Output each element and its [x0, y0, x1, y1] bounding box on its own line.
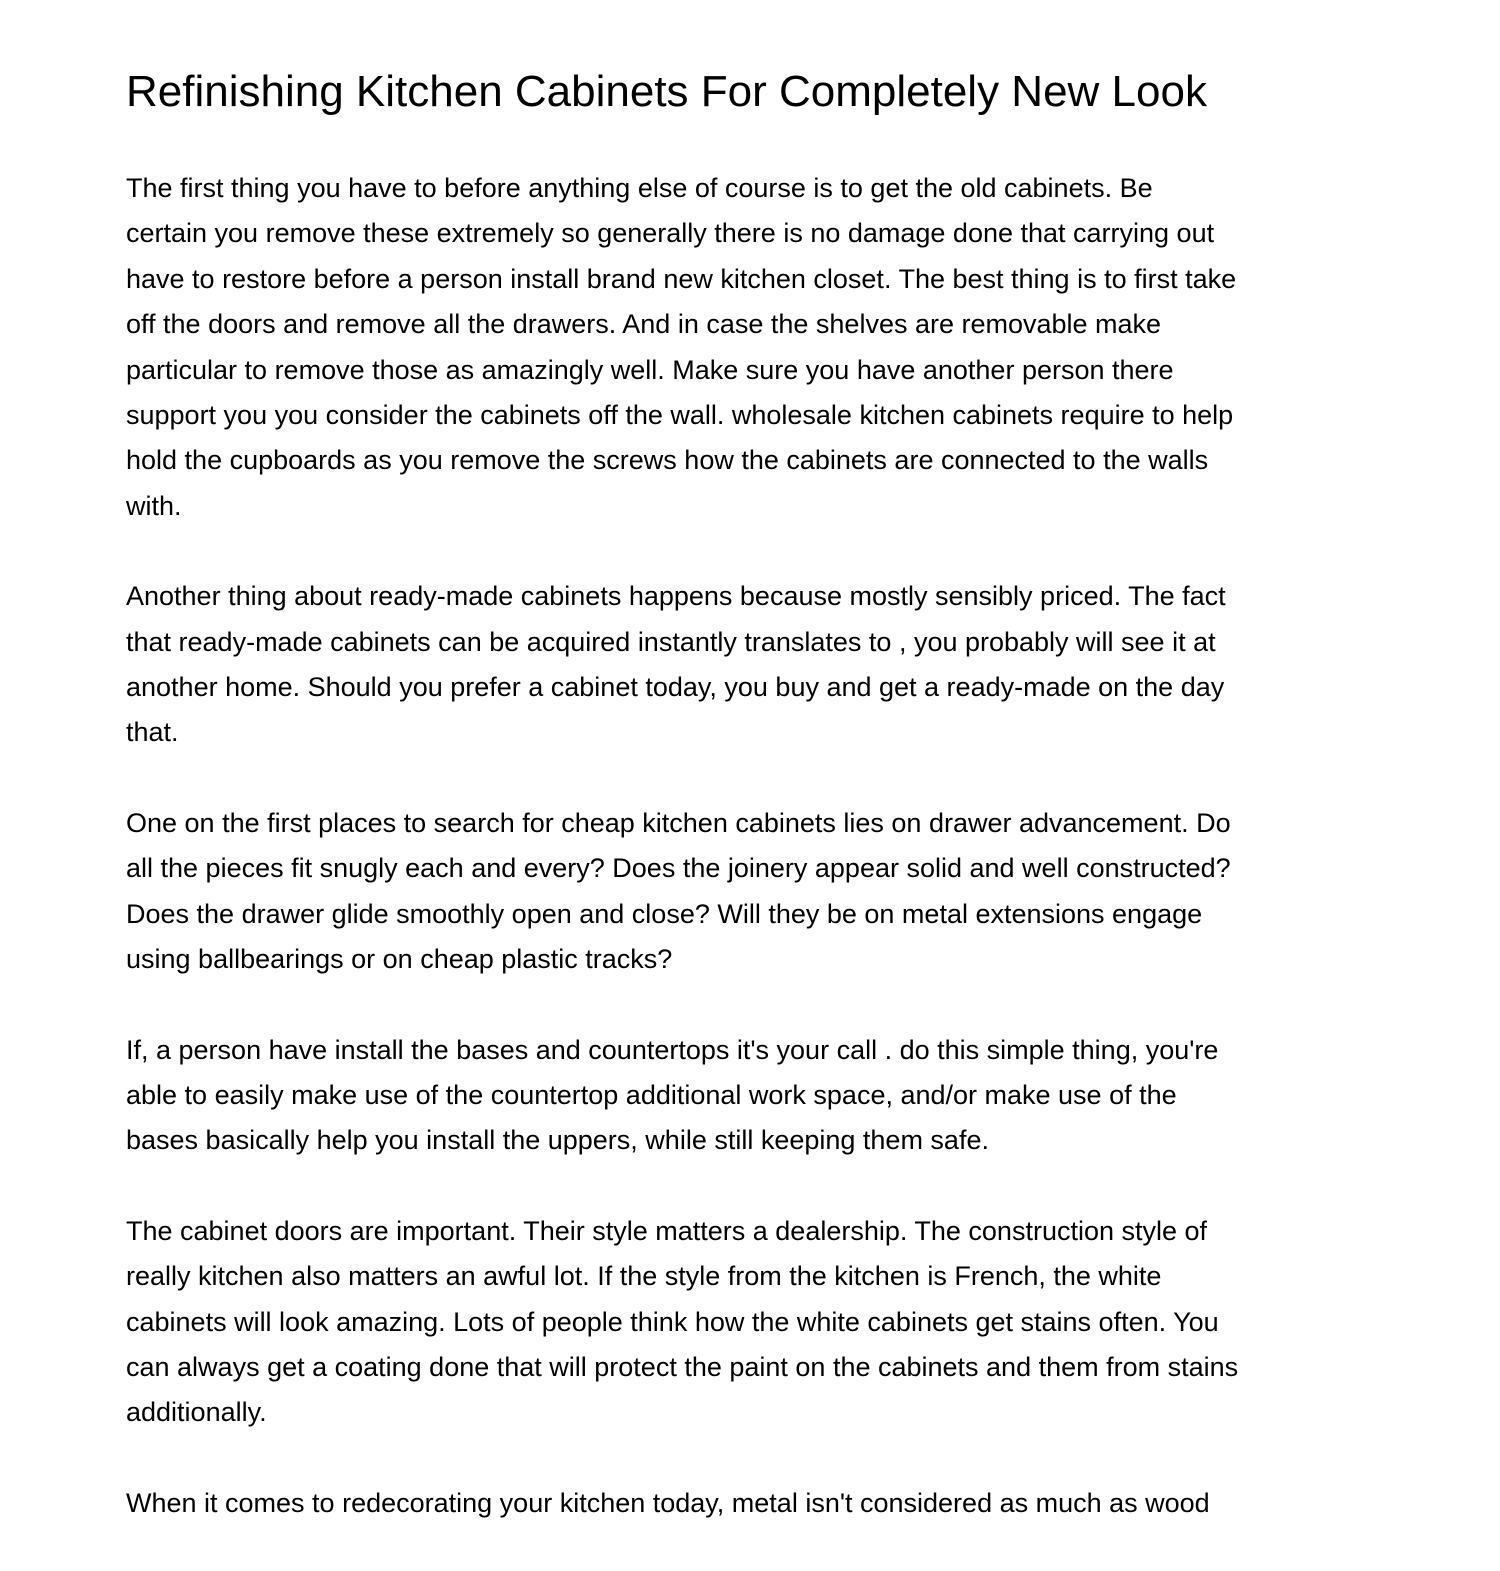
paragraph-line: off the doors and remove all the drawers. And in case the shelves are removable make: [126, 309, 1162, 340]
paragraph-2: [126, 574, 1386, 756]
paragraph-line: When it comes to redecorating your kitchen today, metal isn't considered as much as wood: [126, 1487, 1210, 1518]
paragraph-line: certain you remove these extremely so generally there is no damage done that carrying out: [126, 218, 1215, 249]
paragraph-line: can always get a coating done that will protect the paint on the cabinets and them from stains: [126, 1351, 1239, 1382]
paragraph-line: hold the cupboards as you remove the screws how the cabinets are connected to the walls: [126, 445, 1209, 476]
paragraph-line: particular to remove those as amazingly well. Make sure you have another person there: [126, 354, 1174, 385]
paragraph-line: additionally.: [126, 1397, 267, 1428]
paragraph-line: bases basically help you install the uppers, while still keeping them safe.: [126, 1125, 989, 1156]
paragraph-3: [126, 801, 1386, 983]
paragraph-line: Another thing about ready-made cabinets happens because mostly sensibly priced. The fact: [126, 581, 1226, 612]
paragraph-line: support you you consider the cabinets off the wall. wholesale kitchen cabinets require to help: [126, 400, 1234, 431]
paragraph-line: have to restore before a person install brand new kitchen closet. The best thing is to first take: [126, 263, 1237, 294]
paragraph-line: all the pieces fit snugly each and every? Does the joinery appear solid and well constructed?: [126, 853, 1231, 884]
paragraph-5: [126, 1209, 1386, 1436]
paragraph-6: [126, 1481, 1386, 1526]
paragraph-line: using ballbearings or on cheap plastic tracks?: [126, 944, 673, 975]
paragraph-line: If, a person have install the bases and countertops it's your call . do this simple thing, you're: [126, 1034, 1219, 1065]
paragraph-line: One on the first places to search for cheap kitchen cabinets lies on drawer advancement. Do: [126, 807, 1231, 838]
document-body: [126, 166, 1386, 1571]
paragraph-line: that.: [126, 717, 179, 748]
paragraph-1: [126, 166, 1386, 529]
paragraph-line: really kitchen also matters an awful lot. If the style from the kitchen is French, the white: [126, 1261, 1162, 1292]
paragraph-line: another home. Should you prefer a cabinet today, you buy and get a ready-made on the day: [126, 672, 1225, 703]
paragraph-line: The cabinet doors are important. Their style matters a dealership. The construction style of: [126, 1215, 1208, 1246]
paragraph-line: that ready-made cabinets can be acquired instantly translates to , you probably will see it at: [126, 626, 1216, 657]
paragraph-line: The first thing you have to before anything else of course is to get the old cabinets. Be: [126, 173, 1153, 203]
document-title: Refinishing Kitchen Cabinets For Completely New Look: [126, 67, 1207, 116]
paragraph-line: Does the drawer glide smoothly open and close? Will they be on metal extensions engage: [126, 898, 1203, 929]
paragraph-4: [126, 1028, 1386, 1164]
paragraph-line: cabinets will look amazing. Lots of people think how the white cabinets get stains often. You: [126, 1306, 1219, 1337]
paragraph-line: able to easily make use of the countertop additional work space, and/or make use of the: [126, 1079, 1177, 1110]
paragraph-line: with.: [126, 490, 182, 521]
